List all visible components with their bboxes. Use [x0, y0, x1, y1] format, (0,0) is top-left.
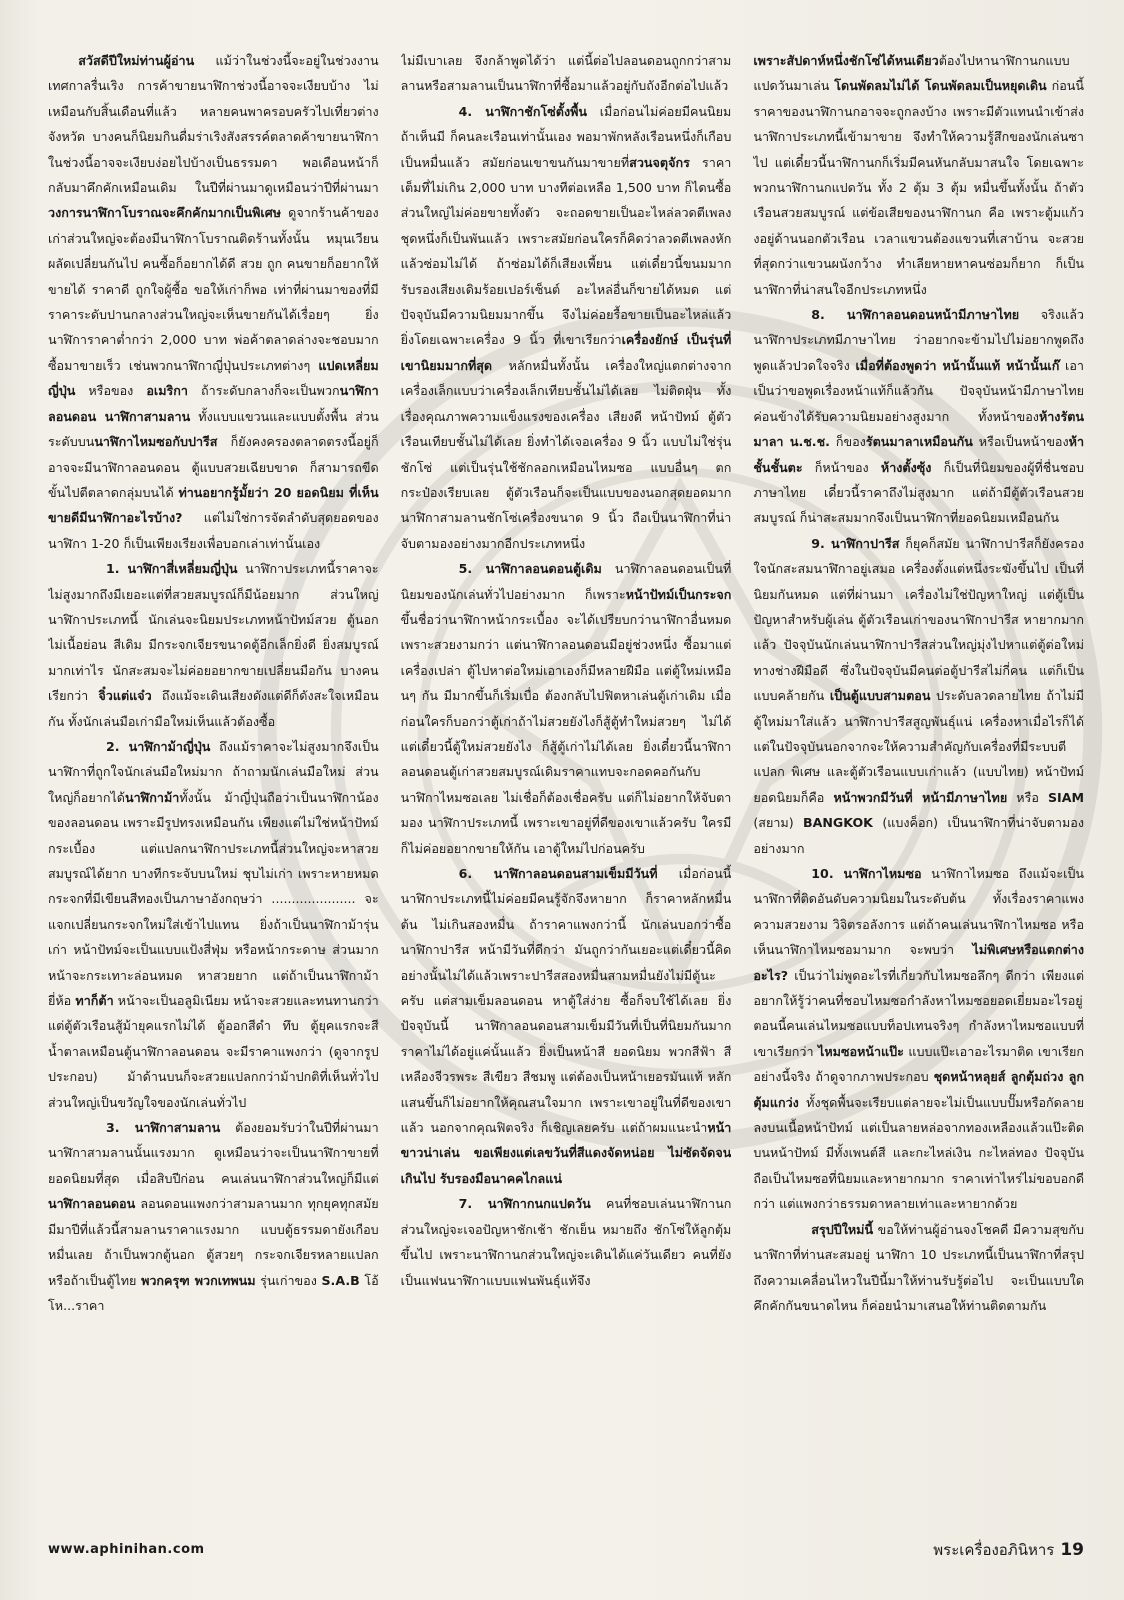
bold-phrase: จิ๋วแต่แจ๋ว — [98, 688, 152, 704]
article-columns — [48, 48, 1084, 1518]
bold-phrase: 2. นาฬิกาม้าญี่ปุ่น — [105, 738, 211, 754]
bold-phrase: วงการนาฬิกาโบราณจะคึกคักมากเป็นพิเศษ — [48, 205, 281, 221]
body-text: ลอนดอนแพงกว่าสามลานมาก ทุกยุคทุกสมัย มีมาปีที่แล้วนี้สามลานราคาแรงมาก แบบตู้ธรรมดายังเกือบหมื่นเลย ถ้าเป็นพวกตู้นอก ตู้สวยๆ กระจกเจียรหลายแปลก หรือถ้าเป็นตู้ไทย — [48, 1196, 379, 1288]
body-text: รุ่นเก่าของ — [255, 1272, 322, 1288]
body-text: ทั้งนั้น ม้าญี่ปุ่นถือว่าเป็นนาฬิกาน้องของลอนดอน เพราะมีรูปทรงเหมือนกัน เพียงแต่ไม่ใช่หน้าปัทม์กระเบื้อง แต่แปลกนาฬิกาประเภทนี้ส่วนใหญ่จะหาสวยสมบูรณ์ได้ยาก บางทีกระจับบนใหม่ ชุบไม่เก่า เพราะหายหมด กระจกที่มีเขียนสีทองเป็นภาษาอังกฤษว่า ..................... จะแจกเปลี่ยนกระจกใหม่ใส่เข้าไปแทน ยิ่งถ้าเป็นนาฬิกาม้ารุ่นเก่า หน้าปัทม์จะเป็นแบบแป้งสี่ฟุ่ม หรือหน้ากระดาษ ส่วนมากหน้าจะกระเทาะล่อนหมด หาสวยยาก แต่ถ้าเป็นนาฬิกาม้ายี่ห้อ — [48, 789, 379, 1009]
body-text: (สยาม) — [753, 815, 804, 831]
body-text: (แบงค็อก) เป็นนาฬิกาที่น่าจับตามองอย่างมาก — [753, 815, 1085, 856]
article-paragraph — [401, 861, 732, 1191]
bold-phrase: 1. นาฬิกาสี่เหลี่ยมญี่ปุ่น — [105, 561, 238, 577]
body-text: ขอให้ท่านผู้อ่านจงโชคดี มีความสุขกับนาฬิกาที่ท่านสะสมอยู่ นาฬิกา 10 ประเภทนี้เป็นนาฬิกาที่สรุปถึงความเคลื่อนไหวในปีนี้มาให้ท่านรับรู้ต่อไป จะเป็นแบบใด คึกคักกันขนาดไหน ก็ค่อยนำมาเสนอให้ท่านติดตามกัน — [753, 1221, 1085, 1313]
bold-phrase: 6. นาฬิกาลอนดอนสามเข็มมีวันที่ — [458, 866, 658, 881]
bold-phrase: ห้างรัตนมาลา น.ช.ช. — [753, 408, 1085, 450]
article-paragraph — [753, 48, 1084, 302]
article-paragraph — [48, 734, 379, 1115]
bold-phrase: 9. นาฬิกาปารีส — [811, 535, 900, 551]
body-text: หลักหมื่นทั้งนั้น เครื่องใหญ่แตกต่างจากเครื่องเล็กแบบว่าเครื่องเล็กเทียบชั้นไม่ได้เลย ไม่ติดฝุ่น ทั้งเรื่องคุณภาพความแข็งแรงของเครื่อง เสียงดี หน้าปัทม์ ตู้ตัวเรือนเทียบชั้นไม่ได้เลย ยิ่งทำได้เจอเครื่อง 9 นิ้ว แบบไม่ใช่รุ่นชักโซ่ แต่เป็นรุ่นใช้ชักลอกเหมือนไหมซอ แบบอื่นๆ ตกกระป๋องเรียบเลย ตู้ตัวเรือนก็จะเป็นแบบของนอกสุดยอดมาก นาฬิกาสามลานชักโซ่เครื่องขนาด 9 นิ้ว ถือเป็นนาฬิกาที่น่าจับตามองอย่างมากอีกประเภทหนึ่ง — [400, 357, 732, 551]
bold-phrase: นาฬิกาม้า — [124, 789, 180, 805]
article-paragraph — [401, 1191, 732, 1293]
footer-website: www.aphinihan.com — [48, 1542, 205, 1557]
bold-phrase: สวัสดีปีใหม่ท่านผู้อ่าน — [78, 53, 195, 68]
bold-phrase: สวนจตุจักร — [629, 154, 690, 170]
bold-phrase: ห้าชั้นชั้นตะ — [753, 434, 1085, 475]
body-text: ก็เป็นที่นิยมของผู้ที่ชื่นชอบภาษาไทย เดี๋ยวนี้ราคาถึงไม่สูงมาก แต่ถ้ามีตู้ตัวเรือนสวยสมบูรณ์ ก็น่าสะสมมากจึงเป็นนาฬิกาที่ยอดนิยมเหมือนกัน — [753, 459, 1085, 526]
body-text: นาฬิกาไหมซอ ถึงแม้จะเป็นนาฬิกาที่ติดอันดับความนิยมในระดับต้น ทั้งเรื่องราคาแพงความสวยงาม วิจิตรอลังการ แต่ถ้าคนเล่นนาฬิกาไหมซอ หรือเห็นนาฬิกาไหมซอมามาก จะพบว่า — [753, 866, 1085, 958]
bold-phrase: 3. นาฬิกาสามลาน — [105, 1120, 221, 1136]
body-text: ถึงแม้ราคาจะไม่สูงมากจึงเป็นนาฬิกาที่ถูกใจนักเล่นมือใหม่มาก ถ้าถามนักเล่นมือใหม่ ส่วนใหญ่ก็อยากได้ — [48, 738, 379, 805]
bold-phrase: ห้างตั้งซุ้ง — [880, 459, 932, 475]
bold-phrase: เมื่อที่ต้องพูดว่า หน้านั้นแท้ หน้านั้นเก๊ — [855, 357, 1060, 373]
article-paragraph — [48, 1115, 379, 1318]
article-paragraph — [753, 531, 1084, 861]
bold-phrase: เป็นตู้แบบสามตอน — [829, 688, 931, 704]
bold-phrase: 10. นาฬิกาไหมซอ — [811, 866, 922, 881]
body-text: เป็นว่าไม่พูดอะไรที่เกี่ยวกับไหมซอลึกๆ ดีกว่า เพียงแต่อยากให้รู้ว่าคนที่ชอบไหมซอกำลังหาไหมซอยอดเยี่ยมอะไรอยู่ ตอนนี้คนเล่นไหมซอแบบท็อปเทนจริงๆ กำลังหาไหมซอแบบที่เขาเรียกว่า — [753, 967, 1085, 1059]
article-paragraph — [753, 861, 1084, 1217]
body-text: ถึงแม้จะเดินเสียงดังแต่ดีก็ดังสะใจเหมือนกัน ทั้งนักเล่นมือเก่ามือใหม่เห็นแล้วต้องซื้อ — [48, 688, 379, 729]
bold-phrase: นาฬิกาไหมซอกับปารีส — [94, 434, 218, 450]
bold-phrase: 7. นาฬิกากนกแปดวัน — [458, 1196, 591, 1212]
body-text: ดูจากร้านค้าของเก่าส่วนใหญ่จะต้องมีนาฬิกาโบราณติดร้านทั้งนั้น หมุนเวียนผลัดเปลี่ยนกันไป คนซื้อก็อยากได้ดี สวย ถูก คนขายก็อยากให้ขายได้ ราคาดี ถูกใจผู้ซื้อ ขอให้เก่าก็พอ เท่าที่ผ่านมาของที่มีราคาระดับปานกลางส่วนใหญ่จะเห็นขายกันได้เรื่อยๆ ยิ่งนาฬิการาคาต่ำกว่า 2,000 บาท พ่อค้าตลาดล่างจะชอบมาก ซื้อมาขายเร็ว เช่นพวกนาฬิกาญี่ปุ่นประเภทต่างๆ — [48, 205, 379, 373]
bold-phrase: 8. นาฬิกาลอนดอนหน้ามีภาษาไทย — [811, 307, 1020, 323]
bold-phrase: 4. นาฬิกาชักโซ่ตั้งพื้น — [458, 103, 587, 119]
body-text: เมื่อก่อนนี้ นาฬิกาประเภทนี้ไม่ค่อยมีคนรู้จักจึงหายาก ก็ราคาหลักหมื่นต้น ไม่เกินสองหมื่น ถ้าราคาแพงกว่านี้ นักเล่นบอกว่าซื้อนาฬิกาปารีส หน้ามีวันที่ดีกว่า มันถูกว่ากันเยอะแต่เดี๋ยวนี้คิดอย่างนั้นไม่ได้แล้วเพราะปารีสสองหมื่นสามหมื่นยังไม่มีตู้นะครับ แต่สามเข็มลอนดอน หาตู้ใส่ง่าย ซื้อก็จบใช้ได้เลย ยิ่งปัจจุบันนี้ นาฬิกาลอนดอนสามเข็มมีวันที่เป็นที่นิยมกันมากราคาไม่ได้อยู่แค่นั้นแล้ว ยิ่งเป็นหน้าสี ยอดนิยม พวกสีฟ้า สีเหลืองจีวรพระ สีเขียว สีชมพู แต่ต้องเป็นหน้าเยอรมันแท้ หลักแสนขึ้นก็ไม่อยากให้คุณสนใจมาก เพราะเขาอยู่ในที่ดีของเขาแล้ว นอกจากคุณฟิตจริง ก็เชิญเลยครับ แต่ถ้าผมแนะนำ — [400, 866, 732, 1136]
bold-phrase: เครื่องยักษ์ เป็นรุ่นที่เขานิยมมากที่สุด — [400, 332, 732, 373]
body-text: เอาเป็นว่าขอพูดเรื่องหน้าแท้ก็แล้วกัน ปัจจุบันหน้ามีภาษาไทยค่อนข้างได้รับความนิยมอย่างสูงมาก ทั้งหน้าของ — [753, 357, 1085, 424]
body-text: หน้าจะเป็นอลูมิเนียม หน้าจะสวยและทนทานกว่า แต่ตู้ตัวเรือนสู้ม้ายุคแรกไม่ได้ ตู้ออกสีดำ ทึบ ตู้ยุคแรกจะสีน้ำตาลเหมือนตู้นาฬิกาลอนดอน จะมีราคาแพงกว่า (ดูจากรูปประกอบ) ม้าด้านบนก็จะสวยแปลกกว่าม้าปกติที่เห็นทั่วไป ส่วนใหญ่เป็นขวัญใจของนักเล่นทั่วไป — [48, 993, 379, 1110]
article-paragraph — [401, 99, 732, 556]
article-paragraph — [753, 1217, 1084, 1319]
body-text: ก่อนนี้ราคาของนาฬิกานกอาจจะถูกลงบ้าง เพราะมีตัวแทนนำเข้าส่งนาฬิกาประเภทนี้เข้ามาขาย จึงทำให้ความรู้สึกของนักเล่นซาไป แต่เดี๋ยวนี้นาฬิกานกก็เริ่มมีคนหันกลับมาสนใจ โดยเฉพาะพวกนาฬิกานกแปดวัน ทั้ง 2 ตุ้ม 3 ตุ้ม หมื่นขึ้นทั้งนั้น ถ้าตัวเรือนสวยสมบูรณ์ แต่ข้อเสียของนาฬิกานก คือ — [753, 78, 1085, 221]
body-text: เพราะตู้มแก้วงอยู่ด้านนอกตัวเรือน เวลาแขวนต้องแขวนที่เสาบ้าน จะสวยที่สุดกว่าแขวนผนังกว้าง ทำเลียหายหาคนซ่อมก็ยาก ก็เป็นนาฬิกาที่น่าสนใจอีกประเภทหนึ่ง — [753, 205, 1085, 297]
body-text: ก็ของ — [829, 434, 866, 450]
article-paragraph — [401, 48, 732, 99]
body-text: ก็หน้าของ — [802, 459, 881, 475]
body-text: จริงแล้ว นาฬิกาประเภทมีภาษาไทย ว่าอยากจะข้ามไปไม่อยากพูดถึง พูดแล้วปวดใจจริง — [753, 307, 1085, 373]
body-text: ก็ยังคงครองตลาดตรงนี้อยู่ก็อาจจะมีนาฬิกาลอนดอน ตู้แบบสวยเฉียบขาด ก็สามารถขีดขั้นไปตีตลาดกลุ่มบนได้ — [48, 434, 379, 500]
body-text: โอ้โห...ราคา — [48, 1272, 379, 1313]
body-text: เมื่อก่อนไม่ค่อยมีคนนิยม ถ้าเห็นมี ก็คนละเรือนเท่านั้นเอง พอมาพักหลังเรือนหนึ่งก็เกือบเป็นหมื่นแล้ว สมัยก่อนเขาขนกันมาขายที่ — [400, 103, 732, 170]
article-column-2 — [401, 48, 732, 1518]
bold-phrase: ท่านอยากรู้มั้ยว่า 20 ยอดนิยม ที่เห็นขายดีมีนาฬิกาอะไรบ้าง? — [48, 484, 379, 526]
body-text: ไม่มีเบาเลย จึงกล้าพูดได้ว่า แต่นี้ต่อไปลอนดอนถูกกว่าสามลานหรือสามลานเป็นนาฬิกาที่ซื้อมาแล้วอยู่กับถังอีกต่อไปแล้ว — [400, 53, 732, 94]
page-number: 19 — [1060, 1540, 1084, 1560]
bold-phrase: ชุดหน้าหลุยส์ ลูกตุ้มถ่วง ลูกตุ้มแกว่ง — [753, 1069, 1085, 1110]
bold-phrase: หน้าปัทม์เป็นกระจก — [625, 586, 732, 602]
bold-phrase: หน้าขาวน่าเล่น ขอเพียงแต่เลขวันที่สีแดงจัดหน่อย ไม่ซัดจัดจนเกินไป รับรองมือนาคคไกลแน่ — [400, 1120, 732, 1186]
article-paragraph — [401, 556, 732, 861]
bold-phrase: ไม่พิเศษหรือแตกต่างอะไร? — [753, 942, 1085, 983]
bold-phrase: โดนพัดลมไม่ได้ โดนพัดลมเป็นหยุดเดิน — [834, 78, 1047, 94]
article-paragraph — [753, 302, 1084, 531]
bold-phrase: 5. นาฬิกาลอนดอนตู้เดิม — [458, 561, 602, 577]
footer-page-label — [933, 1538, 1084, 1562]
body-text: ก็ยุคก็สมัย นาฬิกาปารีสก็ยังครองใจนักสะสมนาฬิกาอยู่เสมอ เครื่องตั้งแต่หนึ่งระฆังขึ้นไป เป็นที่นิยมกันหมด แต่ที่ผ่านมา เครื่องไม่ใช่ปัญหาใหญ่ แต่ตู้เป็นปัญหาสำหรับผู้เล่น ตู้ตัวเรือนเก่าของนาฬิกาปารีส หายากมากแล้ว ปัจจุบันนักเล่นนาฬิกาปารีสส่วนใหญ่มุ่งไปหาแต่ตู้ต่อใหม่ทางช่างฝีมือดี ซึ่งในปัจจุบันมีคนต่อตู้ปารีสไม่กี่คน แต่ก็เป็นแบบคล้ายกัน — [753, 535, 1085, 704]
bold-phrase: นาฬิกาลอนดอน — [48, 1196, 136, 1212]
body-text: นาฬิกาลอนดอนเป็นที่นิยมของนักเล่นทั่วไปอย่างมาก ก็เพราะ — [400, 561, 732, 602]
article-column-1 — [48, 48, 379, 1518]
bold-phrase: ทาก็ต้า — [75, 993, 114, 1009]
body-text: แต่ไม่ใช่การจัดลำดับสุดยอดของนาฬิกา 1-20 ก็เป็นเพียงเรียงเพื่อบอกเล่าเท่านั้นเอง — [48, 510, 379, 551]
bold-phrase: แปดเหลี่ยมญี่ปุ่น — [48, 357, 379, 399]
bold-phrase: BANGKOK — [803, 815, 873, 831]
body-text: หรือของ — [75, 383, 147, 399]
bold-phrase: S.A.B — [321, 1272, 360, 1288]
bold-phrase: สรุปปีใหม่นี้ — [811, 1221, 874, 1237]
bold-phrase: ไหมซอหน้าแป๊ะ — [818, 1043, 904, 1059]
body-text: แบบแป๊ะเอาอะไรมาติด เขาเรียกอย่างนี้จริง ถ้าดูจากภาพประกอบ — [753, 1043, 1084, 1085]
bold-phrase: หน้าพวกมีวันที่ หน้ามีภาษาไทย — [833, 789, 1008, 805]
article-column-3 — [753, 48, 1084, 1518]
body-text: ราคาเต็มที่ไม่เกิน 2,000 บาท บางทีต่อเหลือ 1,500 บาท ก็ไดนซื้อ ส่วนใหญ่ไม่ค่อยขายทั้งตัว จะถอดขายเป็นอะไหล่ลวดตีเพลงชุดหนึ่งก็เป็นพันแล้ว เพราะสมัยก่อนใครก็คิดว่าลวดตีเพลงหักแล้วซ่อมไม่ได้ ถ้าซ่อมได้ก็เสียงเพี้ยน แต่เดี๋ยวนี้ขนมมาก รับรองเสียงเดิมร้อยเปอร์เซ็นต์ อะไหล่อื่นก็ขายได้หมด แต่ปัจจุบันมีความนิยมมากขึ้น จึงไม่ค่อยรื้อขายเป็นอะไหล่แล้ว ยิ่งโดยเฉพาะเครื่อง 9 นิ้ว ที่เขาเรียกว่า — [400, 154, 732, 348]
bold-phrase: เพราะสัปดาห์หนึ่งชักโซ่ได้หนเดียว — [753, 53, 939, 68]
bold-phrase: อเมริกา — [146, 383, 188, 399]
body-text: นาฬิกาประเภทนี้ราคาจะไม่สูงมากถึงมีเยอะแต่ที่สวยสมบูรณ์ก็มีน้อยมาก ส่วนใหญ่นาฬิกาประเภทนี้ นักเล่นจะนิยมประเภทหน้าปัทม์สวย ตู้นอก ไม่เนื้อย่อน สีเดิม มีกระจกเจียรขนาดตู้อีกเล็กยิ่งดี ยิ่งสมบูรณ์มากเท่าไร นักสะสมจะไม่ค่อยอยากขายเปลี่ยนมือกัน บางคนเรียกว่า — [48, 561, 379, 704]
article-paragraph — [48, 556, 379, 734]
body-text: ต้องยอมรับว่าในปีที่ผ่านมา นาฬิกาสามลานนั้นแรงมาก ดูเหมือนว่าจะเป็นนาฬิกาขายที่ยอดนิยมที่สุด เมื่อสิบปีก่อน คนเล่นนาฬิกาส่วนใหญ่ก็มีแต่ — [48, 1120, 379, 1186]
body-text: ทั้งชุดพื้นจะเรียบแต่ลายจะไม่เป็นแบบปั๊มหรือกัดลายลงบนเนื้อหน้าปัทม์ แต่เป็นลายหล่อจากทองเหลืองแล้วแป๊ะติดบนหน้าปัทม์ มีทั้งเพนต์สี และกะไหล่เงิน กะไหล่ทอง ปัจจุบันถือเป็นไหมซอที่นิยมและหายากมาก ราคาเท่าไหร่ไม่ขอบอกดีกว่า แต่แพงกว่าธรรมดาหลายเท่าและหายากด้วย — [753, 1094, 1085, 1212]
body-text: ต้องไปหานาฬิกานกแบบแปดวันมาเล่น — [753, 53, 1070, 94]
article-paragraph — [48, 48, 379, 556]
body-text: หรือเป็นหน้าของ — [972, 434, 1069, 450]
bold-phrase: รัตนมาลาเหมือนกัน — [865, 434, 973, 450]
body-text: หรือ — [1007, 789, 1048, 805]
body-text: ทั้งแบบแขวนและแบบตั้งพื้น ส่วนระดับบน — [48, 408, 379, 450]
body-text: ขึ้นชื่อว่านาฬิกาหน้ากระเบื้อง จะได้เปรียบกว่านาฬิกาอื่นหมด เพราะสวยงามกว่า แต่นาฬิกาลอนดอนมีอยู่ช่วงหนึ่ง ซื้อมาแต่เครื่องเปล่า ตู้ไปหาต่อใหม่เอาเองก็มีหลายฝีมือ แต่ตู้ใหม่เหมือนๆ กัน มีมากขึ้นก็เริ่มเบื่อ ต้องกลับไปฟิตหาเล่นตู้เก่าเดิม เมื่อก่อนใครก็บอกว่าตู้เก่าถ้าไม่สวยยังไงก็สู้ตู้ทำใหม่สวยๆ ไม่ได้ แต่เดี๋ยวนี้ตู้ใหม่สวยยังไง ก็สู้ตู้เก่าไม่ได้เลย ยิ่งเดี๋ยวนี้นาฬิกาลอนดอนตู้เก่าสวยสมบูรณ์เดิมราคาแทบจะกอดคอกันกับนาฬิกาไหมซอเลย ไม่เชื่อก็ต้องเชื่อครับ แต่ก็ไม่อยากให้จับตามอง นาฬิกาประเภทนี้ เพราะเขาอยู่ที่ดีของเขาแล้วครับ ใครมีก็ไม่ค่อยอยากขายให้กัน เอาตู้ใหม่ไปก่อนครับ — [400, 611, 732, 856]
bold-phrase: นาฬิกาลอนดอน นาฬิกาสามลาน — [48, 383, 379, 424]
bold-phrase: SIAM — [1047, 789, 1085, 805]
body-text: แม้ว่าในช่วงนี้จะอยู่ในช่วงงานเทศกาลรื่นเริง การค้าขายนาฬิกาช่วงนี้อาจจะเงียบบ้าง ไม่เหมือนกับสิ้นเดือนที่แล้ว หลายคนพาครอบครัวไปเที่ยวต่างจังหวัด บางคนก็นิยมกินดื่มร่าเริงสังสรรค์ตลาดค้าขายนาฬิกาในช่วงนี้อาจจะเงียบง่อยไปบ้างเป็นธรรมดา พอเดือนหน้าก็กลับมาคึกคักเหมือนเดิม ในปีที่ผ่านมาดูเหมือนว่าปีที่ผ่านมา — [48, 53, 379, 196]
bold-phrase: พวกครุฑ พวกเทพนม — [141, 1272, 256, 1288]
body-text: ประดับลวดลายไทย ถ้าไม่มีตู้ใหม่มาใส่แล้ว นาฬิกาปารีสสูญพันธุ์แน่ เครื่องหาเมื่อไรก็ได้ แต่ในปัจจุบันนอกจากจะให้ความสำคัญกับเครื่องที่มีระบบตีแปลก พิเศษ และตู้ตัวเรือนแบบเก่าแล้ว (แบบไทย) หน้าปัทม์ยอดนิยมก็คือ — [753, 688, 1085, 805]
body-text: คนที่ชอบเล่นนาฬิกานก ส่วนใหญ่จะเจอปัญหาชักเช้า ชักเย็น หมายถึง ชักโซ่ให้ลูกตุ้มขึ้นไป เพราะนาฬิกานกส่วนใหญ่จะเดินได้แค่วันเดียว คนที่ยังเป็นแฟนนาฬิกาแบบแฟนพันธุ์แท้จึง — [400, 1196, 732, 1288]
body-text: ถ้าระดับกลางก็จะเป็นพวก — [188, 383, 340, 399]
footer-magazine-name: พระเครื่องอภินิหาร — [933, 1541, 1055, 1559]
